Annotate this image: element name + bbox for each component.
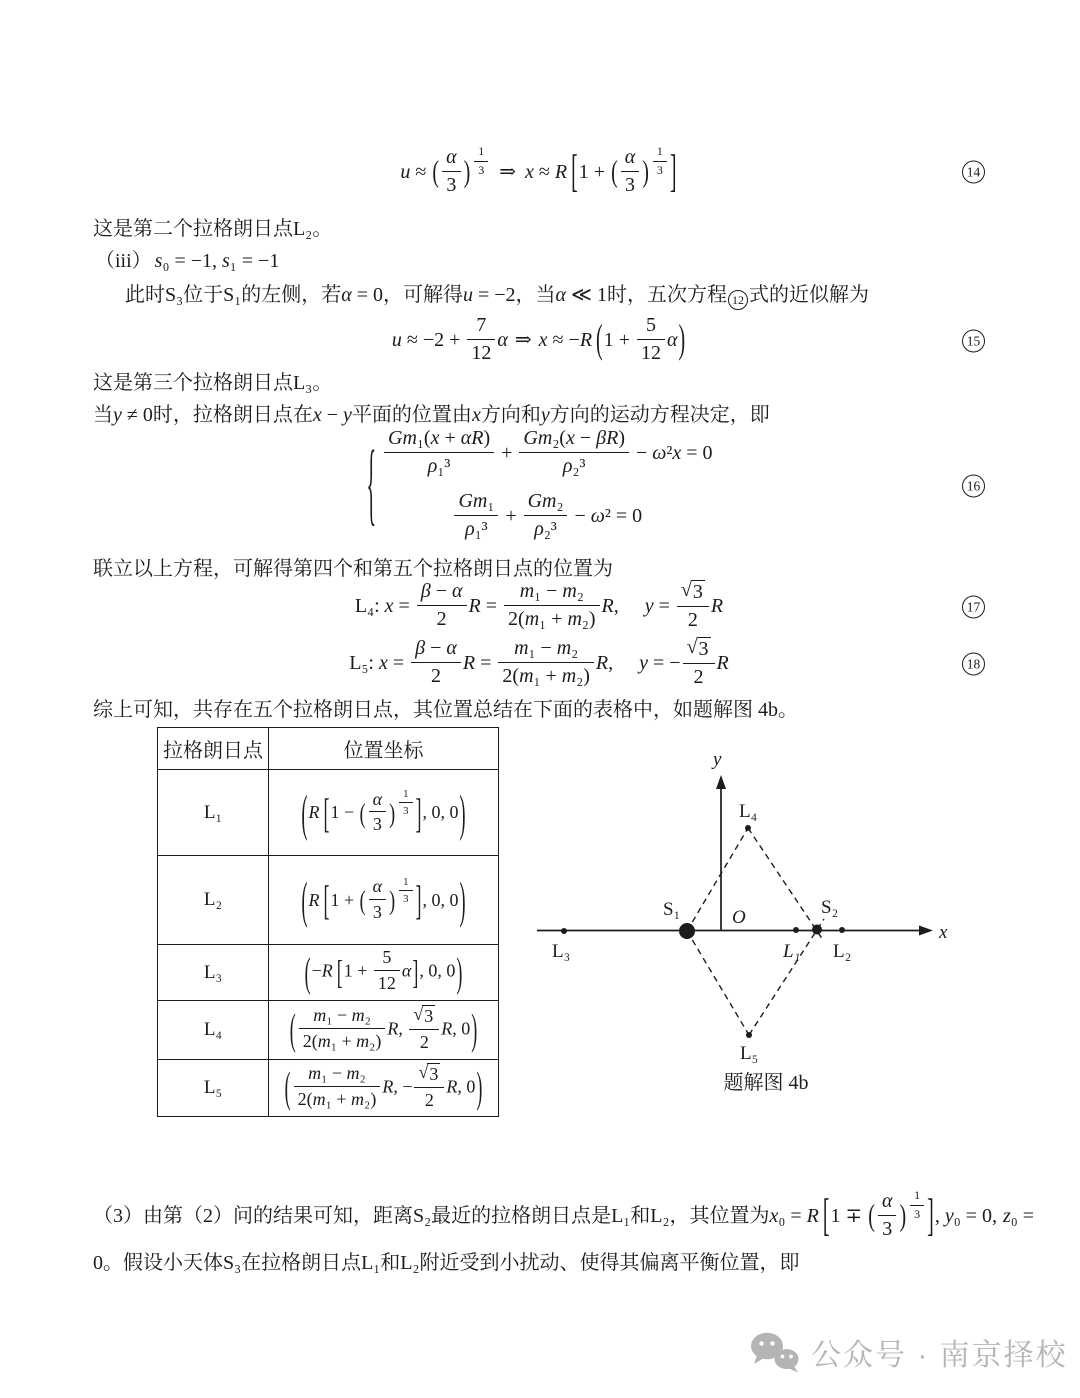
paragraph-part3-line2: 0。假设小天体S₃在拉格朗日点L₁和L₂附近受到小扰动、使得其偏离平衡位置，即	[93, 1252, 800, 1274]
table-header-row	[158, 728, 499, 770]
table-cell-coords-l4: ( $\frac{\text{m₁ − m₂}}{\text{2(m₁ + m₂)}}$ R, √ 3 2 R, 0)	[269, 1001, 499, 1060]
paragraph-solve-note: 联立以上方程，可解得第四个和第五个拉格朗日点的位置为	[93, 558, 613, 580]
equation-16-row2: $\frac{\text{Gm₁}}{\text{ρ₁³}}$ + $\frac{\text{Gm₂}}{\text{ρ₂³}}$ − ω² = 0	[452, 492, 642, 543]
table-cell-label-l1: L₁	[158, 770, 269, 856]
figure-caption: 题解图 4b	[723, 1072, 809, 1094]
l5-label: L₅	[740, 1043, 759, 1063]
point-l2-dot	[839, 927, 845, 933]
table-row	[158, 856, 499, 945]
paragraph-summary: 综上可知，共存在五个拉格朗日点，其位置总结在下面的表格中，如题解图 4b。	[93, 699, 798, 721]
l4-label: L₄	[739, 801, 758, 822]
table-cell-label-l3: L₃	[158, 945, 269, 1001]
body-s1-dot	[679, 923, 695, 939]
body-s2-dot	[812, 925, 822, 935]
table-row	[158, 1060, 499, 1117]
point-l1-dot	[793, 927, 799, 933]
l1-label: L₁	[783, 941, 801, 962]
system-brace: {	[366, 435, 377, 537]
table-cell-coords-l5: ( $\frac{\text{m₁ − m₂}}{\text{2(m₁ + m₂)}}$ R, − √ 3 2 R, 0)	[269, 1060, 499, 1117]
table-cell-coords-l1: (R [1 − ( $\frac{\alpha}{3}$ ) $^{\frac{1}{3}}$ ], 0, 0)	[269, 770, 499, 856]
l3-label: L₃	[552, 941, 571, 962]
table-cell-label-l5: L₅	[158, 1060, 269, 1117]
table-row	[158, 1001, 499, 1060]
footer-watermark	[750, 1330, 1068, 1374]
rhombus-dashed-lines	[687, 828, 824, 1035]
equation-17	[93, 578, 985, 636]
equation-number-18: 18	[962, 653, 985, 676]
equation-15	[93, 305, 985, 377]
table-cell-label-l2: L₂	[158, 856, 269, 945]
equation-14	[93, 126, 985, 218]
equation-number-16: 16	[962, 475, 985, 498]
equation-18	[93, 634, 985, 694]
equation-18-formula: L₅: x = $\frac{\beta - \alpha}{2}$ R = $\frac{\text{m₁ − m₂}}{\text{2(m₁ + m₂)}}$ R, y = − √ 3 2 R	[349, 635, 729, 688]
equation-number-15: 15	[962, 330, 985, 353]
paragraph-part3-line1-text: （3）由第（2）问的结果可知，距离S₂最近的拉格朗日点是L₁和L₂，其位置为x₀ = R [1 ∓ ( $\frac{\alpha}{3}$ ) $^{\frac{1}{3}}$ ], y₀ = 0, z₀ =	[93, 1188, 1035, 1242]
equation-16-formula	[365, 429, 712, 543]
paragraph-s3-left: 此时S₃位于S₁的左侧，若α = 0，可解得u = −2，当α ≪ 1时，五次方程 12 式的近似解为	[125, 282, 869, 310]
s1-label: S₁	[663, 899, 681, 920]
paragraph-l3-note: 这是第三个拉格朗日点L₃。	[93, 372, 333, 394]
y-axis-arrow	[716, 775, 726, 789]
x-axis-label: x	[939, 922, 948, 943]
origin-label: O	[732, 907, 746, 928]
table-header-point: 拉格朗日点	[158, 728, 269, 770]
table-cell-coords-l2: (R [1 + ( $\frac{\alpha}{3}$ ) $^{\frac{1}{3}}$ ], 0, 0)	[269, 856, 499, 945]
l2-label: L₂	[833, 941, 852, 962]
y-axis-label: y	[713, 749, 722, 770]
equation-16-system	[382, 429, 713, 543]
watermark-text: 公众号 · 南京择校	[811, 1339, 1068, 1372]
paragraph-case-iii: （iii） s₀ = −1, s₁ = −1	[95, 250, 280, 272]
paragraph-y-not-zero: 当y ≠ 0时，拉格朗日点在x − y平面的位置由x方向和y方向的运动方程决定，即	[93, 404, 770, 426]
s2-label: S₂	[821, 897, 839, 918]
equation-15-formula: u ≈ −2 + $\frac{7}{12}$ α ⇒ x ≈ −R (1 + $\frac{5}{12}$ α)	[391, 313, 686, 364]
point-l3-dot	[561, 928, 567, 934]
equation-16-row1: $\frac{\text{Gm₁(x + αR)}}{\text{ρ₁³}}$ + $\frac{\text{Gm₂(x − βR)}}{\text{ρ₂³}}$ − ω²x = 0	[382, 429, 713, 480]
table-cell-coords-l3: (−R [1 + $\frac{5}{12}$ α], 0, 0)	[269, 945, 499, 1001]
x-axis-arrow	[919, 926, 933, 936]
table-cell-label-l4: L₄	[158, 1001, 269, 1060]
equation-14-formula: u ≈ ( $\frac{\alpha}{3}$ ) $^{\frac{1}{3}}$ ⇒ x ≈ R [1 + ( $\frac{\alpha}{3}$ ) $^{\frac{1}{3}}$ ]	[400, 144, 677, 198]
paragraph-l2-note: 这是第二个拉格朗日点L₂。	[93, 218, 333, 240]
point-l4-dot	[745, 825, 751, 831]
wechat-icon	[750, 1331, 800, 1373]
equation-16	[93, 427, 985, 542]
table-row	[158, 770, 499, 856]
table-header-coords: 位置坐标	[269, 728, 499, 770]
paragraph-part3-line1	[93, 1188, 1034, 1244]
lagrange-diagram	[520, 745, 980, 1063]
equation-17-formula: L₄: x = $\frac{\beta - \alpha}{2}$ R = $\frac{\text{m₁ − m₂}}{\text{2(m₁ + m₂)}}$ R, y = √ 3 2 R	[354, 578, 724, 631]
equation-number-17: 17	[962, 596, 985, 619]
point-l5-dot	[746, 1032, 752, 1038]
equation-number-14: 14	[962, 161, 985, 184]
lagrange-table	[157, 727, 499, 1117]
table-row	[158, 945, 499, 1001]
